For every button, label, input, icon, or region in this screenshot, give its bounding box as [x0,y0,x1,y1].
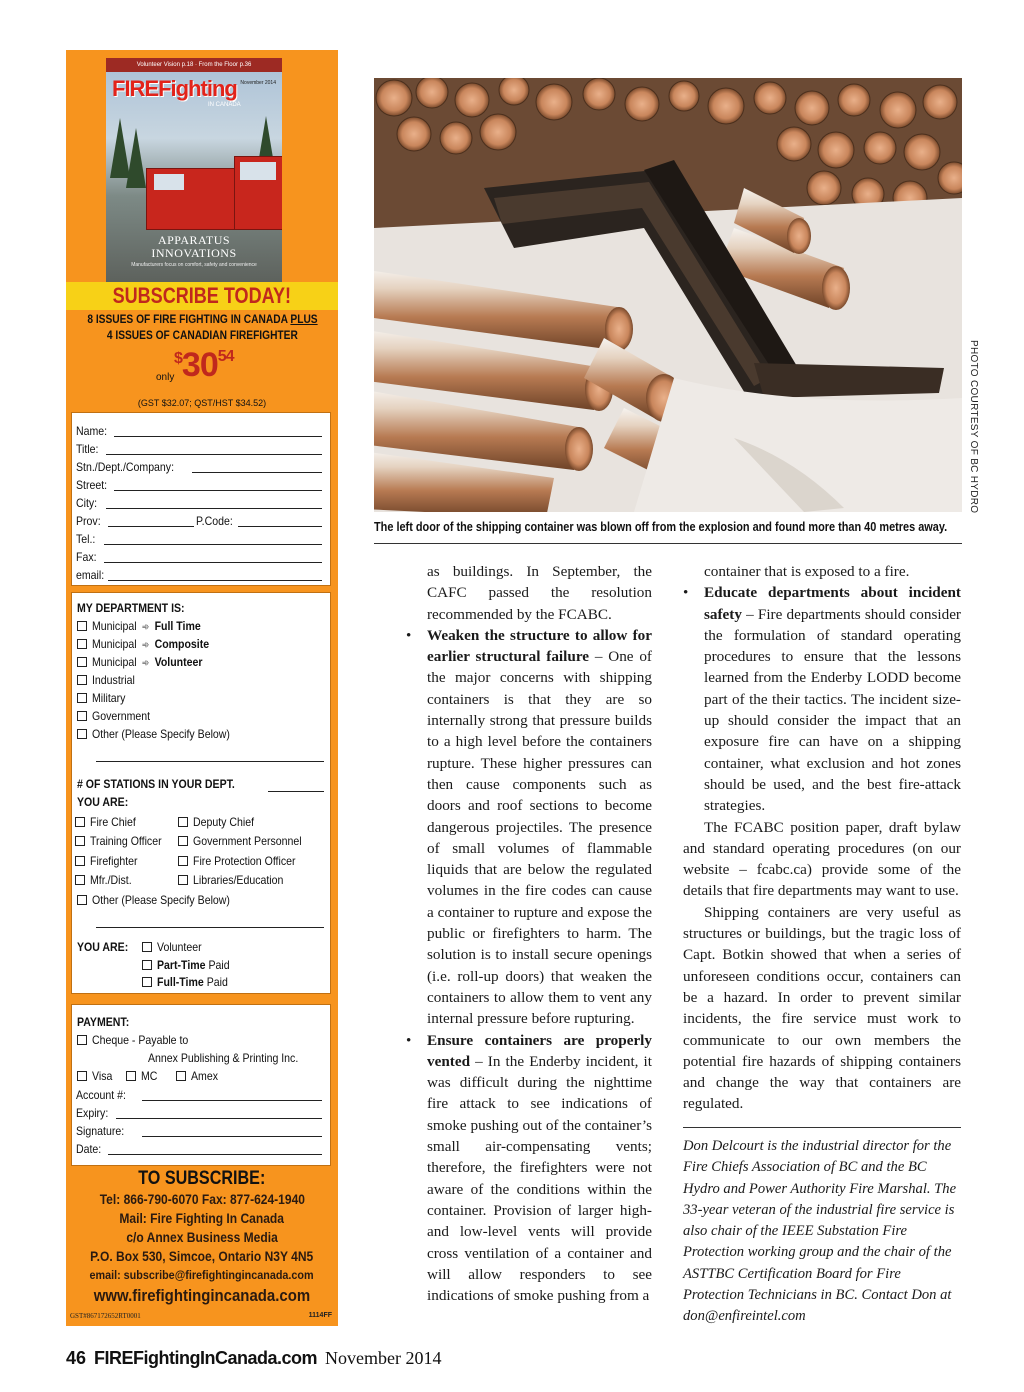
author-bio: Don Delcourt is the industrial director for the Fire Chiefs Association of BC and the BC Hydro and Power Authority Fire Marshal. The 33-year veteran of the industrial fire service is also chair of the IEEE Substation Fire Protection working group and the chair of the ASTTBC Certification Board for Fire Protection Technicians in BC. Contact Don at don@enfireintel.com [683,1138,957,1325]
name-field[interactable]: Name: [76,423,326,439]
role-training-officer[interactable]: Training Officer [75,834,171,848]
price-tax-note: (GST $32.07; QST/HST $34.52) [137,398,267,408]
price: $^{\$}30^{54}$ [174,346,234,384]
payment-box [71,1004,331,1166]
role-deputy-chief[interactable]: Deputy Chief [178,815,262,829]
offer-line-1: 8 ISSUES OF FIRE FIGHTING IN CANADA PLUS [86,312,318,326]
dept-option-municipal-volunteer[interactable]: Municipal ➾ Volunteer [77,655,218,669]
role-fire-chief[interactable]: Fire Chief [75,815,142,829]
stations-label: # OF STATIONS IN YOUR DEPT. [77,777,235,791]
payment-visa-option[interactable]: Visa [77,1069,115,1083]
page-number: 46 [66,1348,87,1368]
dept-option-municipal-fulltime[interactable]: Municipal ➾ Full Time [77,619,216,633]
price-only-label: only [156,372,175,383]
role-fire-protection-officer[interactable]: Fire Protection Officer [178,854,309,868]
contact-title: TO SUBSCRIBE: [138,1168,266,1189]
dept-option-industrial[interactable]: Industrial [77,673,141,687]
department-box [71,592,331,994]
cheque-payee: Annex Publishing & Printing Inc. [148,1051,299,1065]
magazine-website[interactable]: FIREFightingInCanada.com [94,1348,318,1368]
subscribe-contact [66,1168,338,1308]
expiry-field[interactable]: Expiry: [76,1105,326,1121]
bullet-educate-departments: • Educate departments about incident safety – Fire departments should consider the formulation of standard operating procedures to ensure that the lessons learned from the Enderby LODD become part of the their tactics. The incident size-up should consider the impact that an exposure fire can have on a shipping container, what exclusion and hot zones should be used, and the best fire-attack strategies. [683,584,961,815]
role-firefighter[interactable]: Firefighter [75,854,144,868]
subscription-ad [66,50,338,1326]
article-paragraph: as buildings. In September, the CAFC passed the resolution recommended by the FCABC. [427,563,652,623]
street-field[interactable]: Street: [76,477,326,493]
cover-logo: FIREFighting [112,76,237,101]
dept-option-municipal-composite[interactable]: Municipal ➾ Composite [77,637,225,651]
account-number-field[interactable]: Account #: [76,1087,326,1103]
subscribe-title: SUBSCRIBE TODAY! [112,283,292,308]
caption-divider [374,543,962,544]
article-column-middle [406,561,652,1306]
stations-input-line[interactable] [268,791,324,792]
status-full-time-paid[interactable]: Full-Time Paid [142,975,238,989]
status-part-time-paid[interactable]: Part-Time Paid [142,958,240,972]
contact-form-box [71,412,331,586]
role-mfr-dist[interactable]: Mfr./Dist. [75,873,137,887]
article-paragraph: The FCABC position paper, draft bylaw and standard operating procedures (on our website – fcabc.ca) provide some of the details that fire departments may want to use. [683,818,961,900]
email-field[interactable]: email: [76,567,326,583]
issue-date: November 2014 [325,1348,442,1368]
contact-url[interactable]: www.firefightingincanada.com [93,1286,311,1305]
role-libraries-education[interactable]: Libraries/Education [178,873,296,887]
role-other-line[interactable] [96,927,324,928]
article-paragraph: container that is exposed to a fire. [704,563,910,580]
page-footer [66,1348,442,1369]
contact-mail-2: c/o Annex Business Media [126,1229,278,1245]
title-field[interactable]: Title: [76,441,326,457]
cover-logo-sub: IN CANADA [208,102,241,108]
signature-field[interactable]: Signature: [76,1123,326,1139]
company-field[interactable]: Stn./Dept./Company: [76,459,326,475]
status-volunteer[interactable]: Volunteer [142,940,208,954]
contact-mail-1: Mail: Fire Fighting In Canada [119,1210,285,1226]
payment-heading: PAYMENT: [77,1015,130,1029]
tel-field[interactable]: Tel.: [76,531,326,547]
photo-credit: PHOTO COURTESY OF BC HYDRO [968,340,979,514]
container-door-photo [374,78,962,512]
you-are-heading: YOU ARE: [77,795,129,809]
subscribe-banner [66,282,338,310]
bio-divider [683,1127,961,1128]
you-are-heading-2: YOU ARE: [77,940,129,954]
offer-line-2: 4 ISSUES OF CANADIAN FIREFIGHTER [106,328,298,342]
cover-date: November 2014 [240,80,276,86]
dept-option-other[interactable]: Other (Please Specify Below) [77,727,249,741]
province-field[interactable]: Prov: P.Code: [76,513,326,529]
magazine-cover-image [106,58,282,288]
department-heading: MY DEPARTMENT IS: [77,601,185,615]
gst-number: GST#867172652RT0001 [70,1312,141,1320]
contact-address: P.O. Box 530, Simcoe, Ontario N3Y 4N5 [90,1248,314,1264]
dept-option-government[interactable]: Government [77,709,158,723]
dept-other-line[interactable] [96,761,324,762]
postal-code-label: P.Code: [196,514,233,528]
contact-email[interactable]: email: subscribe@firefightingincanada.com [89,1268,315,1282]
dept-option-military[interactable]: Military [77,691,130,705]
ad-code: 1114FF [308,1312,332,1319]
role-other[interactable]: Other (Please Specify Below) [77,893,249,907]
payment-amex-option[interactable]: Amex [176,1069,222,1083]
date-field[interactable]: Date: [76,1141,326,1157]
payment-cheque-option[interactable]: Cheque - Payable to [77,1033,201,1047]
bullet-weaken-structure: • Weaken the structure to allow for earlier structural failure – One of the major concerns with shipping containers is that they are so internally strong that pressure builds to a high level before the containers rupture. These higher pressures can then cause components such as doors and roof sections to become dangerous projectiles. The presence of small volumes of flammable liquids that are below the regulated volumes in the fire codes can cause a container to rupture and expose the public or firefighters to harm. The solution is to install secure openings (i.e. roll-up doors) that weaken the containers to allow them to vent any internal pressure before rupturing. [406,626,652,1028]
cover-tagline: Manufacturers focus on comfort, safety and convenience [131,262,257,268]
contact-phone: Tel: 866-790-6070 Fax: 877-624-1940 [99,1191,305,1207]
cover-banner: Volunteer Vision p.18 · From the Floor p.36 [106,58,282,72]
fax-field[interactable]: Fax: [76,549,326,565]
article-paragraph: Shipping containers are very useful as structures or buildings, but the tragic loss of Capt. Botkin showed that when a series of unforeseen conditions occur, containers can be a hazard. In order to prevent similar incidents, the fire service must work to communicate to our own members the potential fire hazards of shipping containers and change the way that containers are regulated. [683,903,961,1113]
article-column-right [683,561,961,1115]
cover-headline: APPARATUS INNOVATIONS [151,233,237,260]
role-government-personnel[interactable]: Government Personnel [178,834,316,848]
photo-caption: The left door of the shipping container was blown off from the explosion and found more than 40 metres away. [374,519,948,534]
city-field[interactable]: City: [76,495,326,511]
bullet-ventilation: • Ensure containers are properly vented – In the Enderby incident, it was difficult during the nighttime fire attack to see indications of smoke pushing out of the container’s small air-compensating vents; therefore, the firefighters were not aware of the conditions within the container. Provision of larger high- and low-level vents will provide cross ventilation of a container and will allow responders to see indications of smoke pushing from a [406,1031,652,1305]
payment-mc-option[interactable]: MC [126,1069,160,1083]
